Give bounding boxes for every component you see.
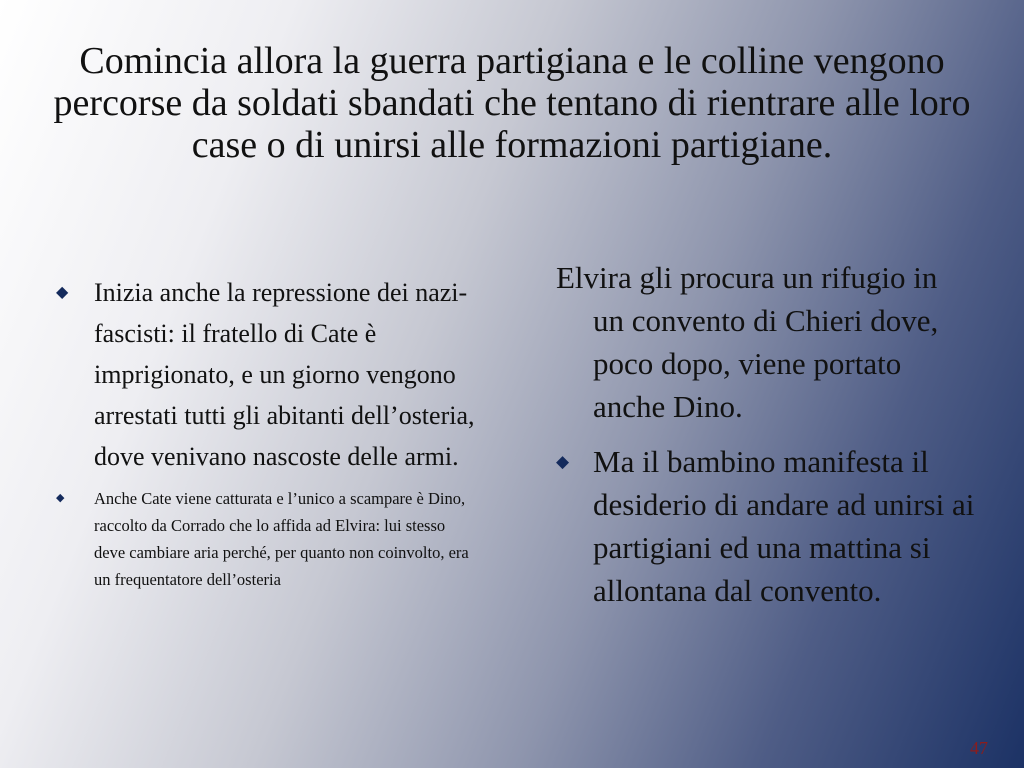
bullet-text: Inizia anche la repressione dei nazi-fascisti: il fratello di Cate è imprigionato, e un giorno vengono arrestati tutti gli abitanti dell’osteria, dove venivano nascoste delle armi. xyxy=(94,278,475,471)
slide-title: Comincia allora la guerra partigiana e le colline vengono percorse da soldati sbandati che tentano di rientrare alle loro case o di unirsi alle formazioni partigiane. xyxy=(53,40,971,166)
left-bullet-list xyxy=(56,272,476,593)
diamond-icon: ◆ xyxy=(556,452,570,471)
list-item xyxy=(56,272,476,477)
right-bullet-list xyxy=(556,440,976,612)
right-paragraph: Elvira gli procura un rifugio in un convento di Chieri dove, poco dopo, viene portato anche Dino. xyxy=(556,260,939,424)
list-item xyxy=(56,485,476,593)
list-item xyxy=(556,440,976,612)
right-column xyxy=(556,256,976,612)
bullet-text: Ma il bambino manifesta il desiderio di andare ad unirsi ai partigiani ed una mattina si allontana dal convento. xyxy=(593,444,975,608)
diamond-icon: ◆ xyxy=(56,284,69,301)
diamond-icon: ◆ xyxy=(56,492,65,504)
bullet-text-small: Anche Cate viene catturata e l’unico a scampare è Dino, raccolto da Corrado che lo affida ad Elvira: lui stesso deve cambiare aria perché, per quanto non coinvolto, era un frequentatore dell’osteria xyxy=(94,489,469,589)
page-number: 47 xyxy=(970,738,988,758)
left-column xyxy=(56,272,476,593)
